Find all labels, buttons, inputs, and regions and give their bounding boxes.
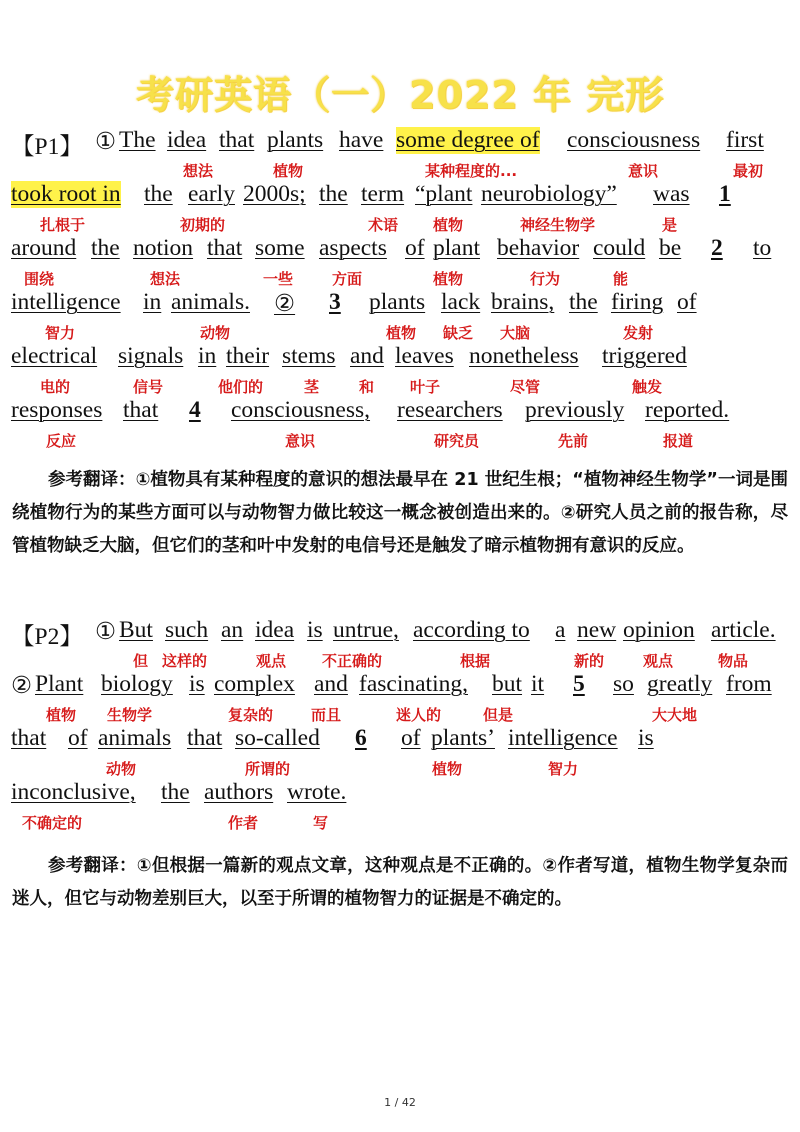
word: according to	[413, 617, 530, 643]
word: inconclusive,	[11, 779, 136, 805]
paragraph-label: 【P1】	[11, 134, 83, 160]
word: the	[569, 289, 598, 315]
word: new	[577, 617, 617, 643]
p1-line-1	[11, 127, 789, 160]
cloze-blank: 5	[573, 671, 585, 697]
word: to	[753, 235, 772, 261]
gloss: 最初	[733, 162, 764, 180]
gloss: 观点	[256, 652, 287, 670]
word: around	[11, 235, 77, 261]
gloss: 生物学	[107, 706, 153, 724]
highlighted-phrase: took root in	[11, 181, 121, 207]
word: in	[143, 289, 162, 315]
sentence-marker: ②	[11, 673, 33, 699]
gloss: 他们的	[218, 378, 264, 396]
word: biology	[101, 671, 173, 697]
gloss: 意识	[628, 162, 659, 180]
word: plants	[267, 127, 324, 153]
word: responses	[11, 397, 103, 423]
word: intelligence	[508, 725, 618, 751]
word: notion	[133, 235, 194, 261]
gloss: 写	[313, 814, 329, 832]
gloss: 不正确的	[322, 652, 383, 670]
word: article.	[711, 617, 776, 643]
word: But	[119, 617, 153, 643]
gloss: 和	[359, 378, 375, 396]
gloss: 但	[133, 652, 149, 670]
gloss: 但是	[483, 706, 514, 724]
word: fascinating,	[359, 671, 468, 697]
gloss: 而且	[311, 706, 342, 724]
gloss: 反应	[46, 432, 77, 450]
word: electrical	[11, 343, 98, 369]
word: aspects	[319, 235, 387, 261]
word: was	[653, 181, 690, 207]
word: first	[726, 127, 764, 153]
word: The	[119, 127, 156, 153]
sentence-marker: ①	[95, 129, 117, 155]
p2-line-2	[11, 671, 789, 699]
word: triggered	[602, 343, 687, 369]
p2-line-4	[11, 779, 789, 807]
word: from	[726, 671, 772, 697]
gloss: 不确定的	[22, 814, 83, 832]
sentence-marker: ①	[95, 619, 117, 645]
cloze-blank: 3	[329, 289, 341, 315]
word: that	[11, 725, 47, 751]
gloss: 是	[662, 216, 678, 234]
word: Plant	[35, 671, 84, 697]
word: behavior	[497, 235, 580, 261]
word: such	[165, 617, 209, 643]
word: is	[638, 725, 654, 751]
gloss: 植物	[273, 162, 304, 180]
cloze-blank: 2	[711, 235, 723, 261]
gloss: 术语	[368, 216, 399, 234]
gloss: 信号	[133, 378, 164, 396]
word: be	[659, 235, 682, 261]
word: of	[405, 235, 425, 261]
word: leaves	[395, 343, 454, 369]
gloss: 初期的	[180, 216, 226, 234]
gloss: 缺乏	[443, 324, 474, 342]
word: and	[314, 671, 348, 697]
gloss: 迷人的	[396, 706, 442, 724]
gloss: 神经生物学	[520, 216, 596, 234]
gloss: 作者	[228, 814, 259, 832]
gloss: 植物	[432, 760, 463, 778]
word: that	[219, 127, 255, 153]
gloss: 大大地	[652, 706, 698, 724]
p2-translation: 参考翻译：①但根据一篇新的观点文章，这种观点是不正确的。②作者写道，植物生物学复杂而迷人，但它与动物差别巨大，以至于所谓的植物智力的证据是不确定的。	[12, 856, 788, 909]
word: neurobiology”	[481, 181, 617, 207]
p1-translation: 参考翻译：①植物具有某种程度的意识的想法最早在 21 世纪生根；“植物神经生物学”一词是围绕植物行为的某些方面可以与动物智力做比较这一概念被创造出来的。②研究人员之前的报告称，尽管植物缺乏大脑，但它们的茎和叶中发射的电信号还是触发了暗示植物拥有意识的反应。	[12, 470, 788, 556]
word: the	[319, 181, 348, 207]
word: 2000s;	[243, 181, 306, 207]
p1-line-4	[11, 289, 789, 317]
word: is	[189, 671, 205, 697]
p2-line-3	[11, 725, 789, 753]
page-title: 考研英语（一）2022 年 完形	[135, 73, 665, 117]
word: stems	[282, 343, 336, 369]
gloss: 植物	[46, 706, 77, 724]
highlighted-phrase: some degree of	[396, 127, 540, 153]
word: that	[123, 397, 159, 423]
word: consciousness,	[231, 397, 371, 423]
gloss: 根据	[460, 652, 491, 670]
gloss: 先前	[558, 432, 589, 450]
gloss: 物品	[718, 652, 749, 670]
gloss: 某种程度的...	[425, 162, 518, 180]
gloss: 新的	[574, 652, 605, 670]
gloss: 扎根于	[40, 216, 86, 234]
word: animals.	[171, 289, 250, 315]
word: in	[198, 343, 217, 369]
gloss: 智力	[548, 760, 579, 778]
word: have	[339, 127, 384, 153]
word: some	[255, 235, 305, 261]
paragraph-label: 【P2】	[11, 624, 83, 650]
cloze-blank: 4	[189, 397, 201, 423]
gloss: 围绕	[24, 270, 55, 288]
p2-line-1	[11, 617, 789, 650]
word: plants’	[431, 725, 495, 751]
word: researchers	[397, 397, 503, 423]
word: signals	[118, 343, 184, 369]
word: intelligence	[11, 289, 121, 315]
word: could	[593, 235, 646, 261]
gloss: 观点	[643, 652, 674, 670]
word: idea	[255, 617, 295, 643]
gloss: 复杂的	[228, 706, 274, 724]
word: it	[531, 671, 545, 697]
word: is	[307, 617, 323, 643]
word: so-called	[235, 725, 320, 751]
word: reported.	[645, 397, 730, 423]
word: consciousness	[567, 127, 701, 153]
p1-line-5	[11, 343, 789, 371]
word: brains,	[491, 289, 555, 315]
gloss: 行为	[530, 270, 561, 288]
cloze-blank: 6	[355, 725, 367, 751]
word: firing	[611, 289, 664, 315]
gloss: 发射	[623, 324, 654, 342]
word: of	[68, 725, 88, 751]
word: and	[350, 343, 384, 369]
word: untrue,	[333, 617, 399, 643]
p1-line-2	[11, 181, 789, 209]
gloss: 一些	[263, 270, 294, 288]
word: but	[492, 671, 523, 697]
word: complex	[214, 671, 295, 697]
word: lack	[441, 289, 481, 315]
gloss: 大脑	[500, 324, 531, 342]
word: so	[613, 671, 634, 697]
page-number: 1 / 42	[384, 1096, 416, 1109]
word: wrote.	[287, 779, 347, 805]
word: “plant	[415, 181, 473, 207]
word: authors	[204, 779, 274, 805]
word: plants	[369, 289, 426, 315]
word: nonetheless	[469, 343, 579, 369]
word: term	[361, 181, 405, 207]
word: a	[555, 617, 566, 643]
gloss: 植物	[433, 270, 464, 288]
word: animals	[98, 725, 172, 751]
gloss: 想法	[183, 162, 214, 180]
p1-line-6	[11, 397, 789, 425]
gloss: 所谓的	[245, 760, 291, 778]
word: the	[144, 181, 173, 207]
gloss: 研究员	[434, 432, 480, 450]
sentence-marker: ②	[274, 291, 296, 317]
word: the	[91, 235, 120, 261]
word: of	[677, 289, 697, 315]
gloss: 尽管	[510, 378, 541, 396]
word: of	[401, 725, 421, 751]
word: idea	[167, 127, 207, 153]
word: opinion	[623, 617, 695, 643]
p1-line-3	[11, 235, 789, 263]
word: their	[226, 343, 270, 369]
gloss: 智力	[45, 324, 76, 342]
word: that	[207, 235, 243, 261]
gloss: 想法	[150, 270, 181, 288]
word: previously	[525, 397, 625, 423]
gloss: 动物	[200, 324, 231, 342]
cloze-blank: 1	[719, 181, 731, 207]
gloss: 植物	[433, 216, 464, 234]
word: greatly	[647, 671, 713, 697]
gloss: 茎	[304, 378, 320, 396]
word: plant	[433, 235, 480, 261]
gloss: 动物	[106, 760, 137, 778]
gloss: 植物	[386, 324, 417, 342]
gloss: 方面	[332, 270, 363, 288]
gloss: 叶子	[410, 378, 441, 396]
gloss: 电的	[40, 378, 71, 396]
word: an	[221, 617, 244, 643]
gloss: 触发	[632, 378, 663, 396]
word: early	[188, 181, 235, 207]
word: that	[187, 725, 223, 751]
gloss: 报道	[663, 432, 694, 450]
gloss: 这样的	[162, 652, 208, 670]
word: the	[161, 779, 190, 805]
gloss: 能	[613, 270, 629, 288]
gloss: 意识	[285, 432, 316, 450]
